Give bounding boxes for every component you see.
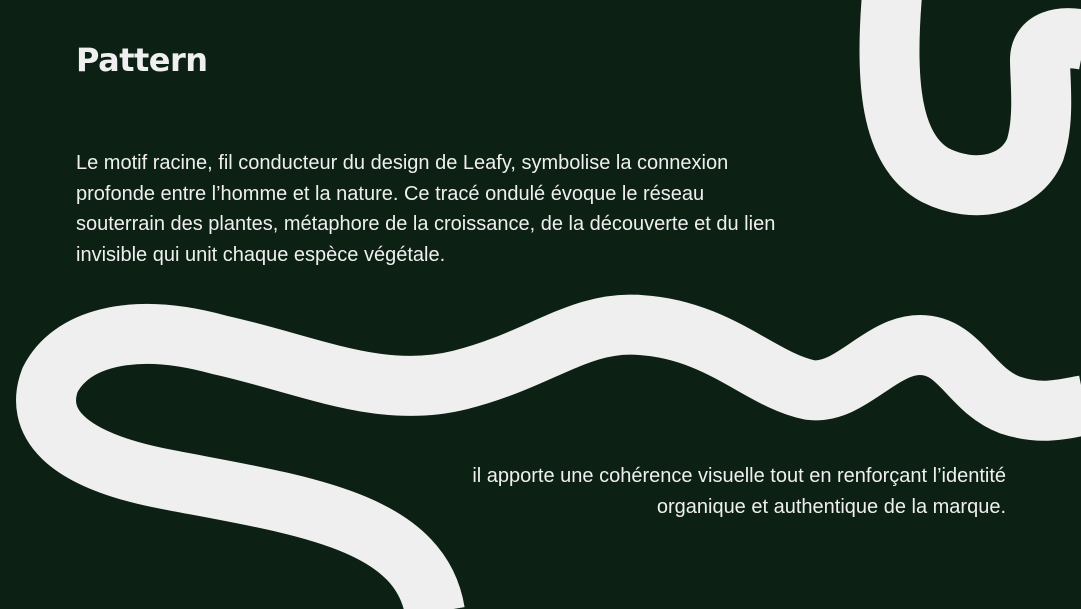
- outro-paragraph: il apporte une cohérence visuelle tout en renforçant l’identité organique et authentique de la marque.: [472, 465, 1006, 518]
- page-title: Pattern: [76, 41, 208, 79]
- intro-paragraph: Le motif racine, fil conducteur du design de Leafy, symbolise la connexion profonde entre l’homme et la nature. Ce tracé ondulé évoque le réseau souterrain des plantes, métaphore de la croissance, de la découverte et du lien invisible qui unit chaque espèce végétale.: [76, 152, 776, 266]
- root-curve-top-right: [889, 0, 1081, 185]
